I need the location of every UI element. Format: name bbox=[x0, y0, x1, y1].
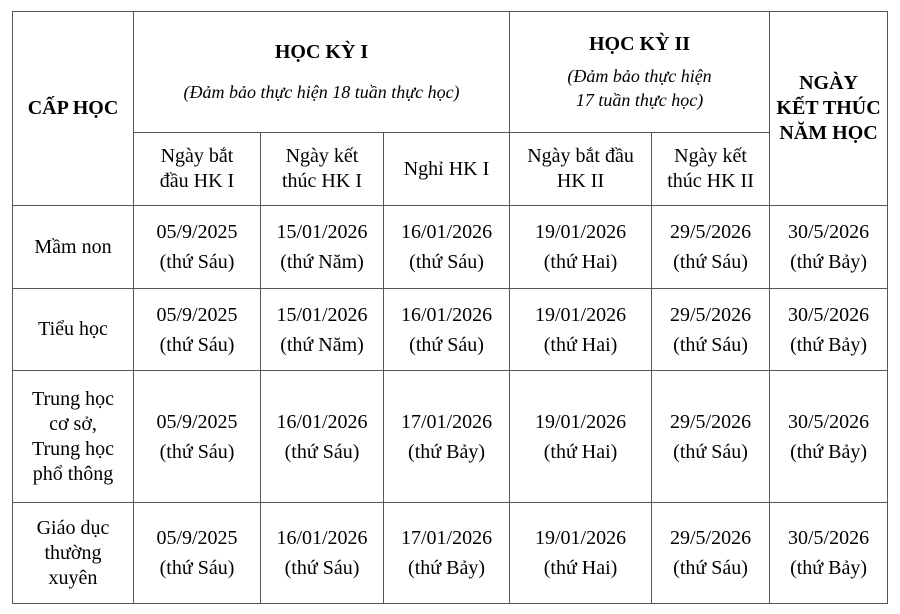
day-value: (thứ Sáu) bbox=[409, 251, 484, 273]
date-cell bbox=[770, 289, 888, 371]
date-cell bbox=[770, 503, 888, 604]
term1-title: HỌC KỲ I bbox=[274, 41, 369, 63]
day-value: (thứ Bảy) bbox=[408, 557, 485, 579]
term2-note: (Đảm bảo thực hiện 17 tuần thực học) bbox=[567, 66, 712, 110]
day-value: (thứ Năm) bbox=[280, 251, 364, 273]
date-cell bbox=[510, 289, 652, 371]
date-cell bbox=[134, 371, 261, 503]
date-cell bbox=[261, 289, 384, 371]
term2-title: HỌC KỲ II bbox=[588, 33, 691, 55]
level-name: Mầm non bbox=[13, 206, 134, 289]
day-value: (thứ Sáu) bbox=[673, 251, 748, 273]
table-row bbox=[13, 371, 888, 503]
date-value: 05/9/2025 bbox=[156, 303, 238, 326]
date-value: 19/01/2026 bbox=[534, 221, 627, 243]
subheader-term2-end: Ngày kết thúc HK II bbox=[652, 133, 770, 206]
date-cell bbox=[384, 206, 510, 289]
date-cell bbox=[134, 206, 261, 289]
date-cell bbox=[261, 503, 384, 604]
subheader-term1-start: Ngày bắt đầu HK I bbox=[134, 133, 261, 206]
date-value: 16/01/2026 bbox=[400, 303, 493, 326]
date-cell bbox=[652, 371, 770, 503]
subheader-row bbox=[13, 133, 888, 206]
term1-note: (Đảm bảo thực hiện 18 tuần thực học) bbox=[183, 82, 460, 102]
day-value: (thứ Hai) bbox=[543, 557, 618, 579]
date-cell bbox=[770, 206, 888, 289]
date-value: 16/01/2026 bbox=[400, 221, 493, 243]
date-cell bbox=[134, 503, 261, 604]
day-value: (thứ Năm) bbox=[280, 333, 364, 356]
day-value: (thứ Bảy) bbox=[790, 557, 868, 579]
level-name: Trung học cơ sở, Trung học phổ thông bbox=[13, 371, 134, 503]
day-value: (thứ Bảy) bbox=[408, 440, 485, 463]
table-row bbox=[13, 289, 888, 371]
date-value: 19/01/2026 bbox=[534, 303, 627, 326]
subheader-term1-break: Nghỉ HK I bbox=[384, 133, 510, 206]
day-value: (thứ Sáu) bbox=[159, 251, 235, 273]
date-value: 29/5/2026 bbox=[669, 221, 752, 243]
date-value: 15/01/2026 bbox=[276, 303, 368, 326]
date-cell bbox=[134, 289, 261, 371]
date-value: 30/5/2026 bbox=[787, 303, 870, 326]
date-value: 30/5/2026 bbox=[787, 410, 870, 433]
date-value: 19/01/2026 bbox=[534, 410, 627, 433]
header-row bbox=[13, 12, 888, 133]
day-value: (thứ Sáu) bbox=[159, 333, 235, 356]
year-end-header: NGÀY KẾT THÚC NĂM HỌC bbox=[770, 12, 888, 206]
day-value: (thứ Hai) bbox=[543, 333, 618, 356]
date-value: 30/5/2026 bbox=[787, 221, 870, 243]
date-value: 05/9/2025 bbox=[156, 221, 238, 243]
date-cell bbox=[384, 289, 510, 371]
day-value: (thứ Sáu) bbox=[284, 440, 360, 463]
day-value: (thứ Sáu) bbox=[159, 440, 235, 463]
term2-header bbox=[510, 12, 770, 133]
date-cell bbox=[770, 371, 888, 503]
day-value: (thứ Bảy) bbox=[790, 333, 868, 356]
date-cell bbox=[652, 289, 770, 371]
date-value: 05/9/2025 bbox=[156, 410, 238, 433]
date-cell bbox=[510, 503, 652, 604]
date-value: 05/9/2025 bbox=[156, 527, 238, 549]
day-value: (thứ Sáu) bbox=[673, 557, 748, 579]
day-value: (thứ Sáu) bbox=[159, 557, 235, 579]
date-cell bbox=[261, 371, 384, 503]
date-cell bbox=[510, 206, 652, 289]
day-value: (thứ Sáu) bbox=[673, 440, 748, 463]
date-value: 19/01/2026 bbox=[534, 527, 627, 549]
date-cell bbox=[510, 371, 652, 503]
day-value: (thứ Sáu) bbox=[673, 333, 748, 356]
subheader-term1-end: Ngày kết thúc HK I bbox=[261, 133, 384, 206]
date-value: 16/01/2026 bbox=[276, 527, 368, 549]
school-year-schedule-table bbox=[12, 11, 888, 604]
day-value: (thứ Bảy) bbox=[790, 440, 868, 463]
date-cell bbox=[652, 503, 770, 604]
table-row bbox=[13, 503, 888, 604]
date-value: 29/5/2026 bbox=[669, 303, 752, 326]
day-value: (thứ Hai) bbox=[543, 251, 618, 273]
date-cell bbox=[384, 503, 510, 604]
date-value: 17/01/2026 bbox=[400, 527, 493, 549]
date-cell bbox=[384, 371, 510, 503]
date-value: 16/01/2026 bbox=[276, 410, 368, 433]
term1-header bbox=[134, 12, 510, 133]
level-name: Tiểu học bbox=[13, 289, 134, 371]
date-value: 29/5/2026 bbox=[669, 410, 752, 433]
day-value: (thứ Bảy) bbox=[790, 251, 868, 273]
day-value: (thứ Sáu) bbox=[409, 333, 484, 356]
day-value: (thứ Hai) bbox=[543, 440, 618, 463]
date-cell bbox=[652, 206, 770, 289]
level-name: Giáo dục thường xuyên bbox=[13, 503, 134, 604]
date-cell bbox=[261, 206, 384, 289]
date-value: 17/01/2026 bbox=[400, 410, 493, 433]
subheader-term2-start: Ngày bắt đầu HK II bbox=[510, 133, 652, 206]
day-value: (thứ Sáu) bbox=[284, 557, 360, 579]
date-value: 29/5/2026 bbox=[669, 527, 752, 549]
date-value: 30/5/2026 bbox=[787, 527, 870, 549]
date-value: 15/01/2026 bbox=[276, 221, 368, 243]
table-row bbox=[13, 206, 888, 289]
level-header: CẤP HỌC bbox=[13, 12, 134, 206]
